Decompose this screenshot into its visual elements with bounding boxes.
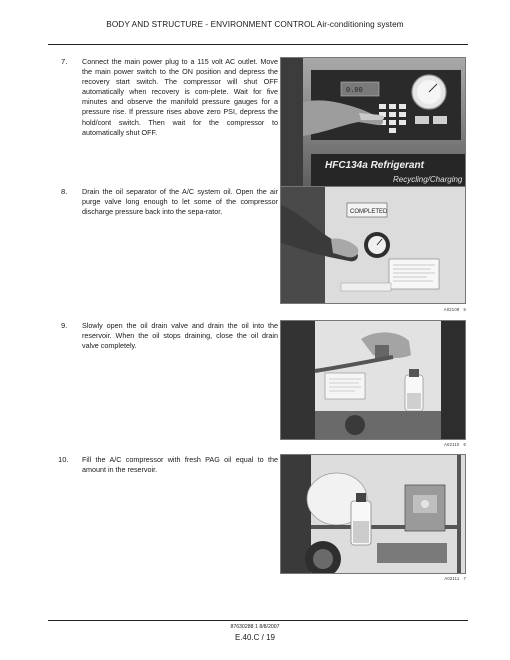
step-instruction: Connect the main power plug to a 115 volt AC outlet. Move the main power switch to the ON position and depress the recovery start switch. The compressor will shut OFF automatically when recovery is com-plete. Wait for five minutes and observe the manifold pressure gauges for a pressure rise. If pressure rises above zero PSI, depress the hold/cont switch. Then wait for the compressor to automatically shut OFF. [82, 57, 278, 137]
photo-oil-reservoir [280, 454, 466, 574]
header-divider [48, 44, 468, 45]
photo-ref: A02110 [444, 442, 460, 447]
page-number: E.40.C / 19 [234, 633, 276, 642]
page-header: BODY AND STRUCTURE - ENVIRONMENT CONTROL Air-conditioning system [106, 20, 404, 29]
step-number: 10. [58, 455, 69, 464]
step-number: 9. [61, 321, 68, 330]
footer-divider [48, 620, 468, 621]
step-number: 7. [61, 57, 68, 66]
photo-recovery-machine-panel [280, 57, 466, 187]
photo-caption [280, 307, 466, 312]
machine-label: HFC134a Refrigerant [325, 160, 424, 171]
panel-label: COMPLETED [350, 209, 388, 215]
photo-index: 7 [463, 576, 466, 581]
step-instruction: Slowly open the oil drain valve and drain the oil into the reservoir. When the oil stops draining, close the oil drain valve completely. [82, 321, 278, 351]
photo-caption [280, 442, 466, 447]
photo-oil-drain-valve [280, 320, 466, 440]
step-instruction: Drain the oil separator of the A/C system oil. Open the air purge valve long enough to let some of the compressor discharge pressure back into the sepa-rator. [82, 187, 278, 217]
photo-ref: A02111 [444, 576, 460, 581]
machine-label-2: Recycling/Charging [393, 175, 463, 184]
photo-index: 6 [463, 442, 466, 447]
footer-document-reference: 87630288 1 8/8/2007 [230, 624, 280, 630]
step-number: 8. [61, 187, 68, 196]
step-instruction: Fill the A/C compressor with fresh PAG oil equal to the amount in the reservoir. [82, 455, 278, 475]
photo-caption [280, 576, 466, 581]
display-readout: 0.00 [346, 87, 363, 95]
photo-ref: A02109 [443, 307, 460, 312]
photo-index: 5 [463, 307, 466, 312]
photo-air-purge-valve [280, 186, 466, 304]
